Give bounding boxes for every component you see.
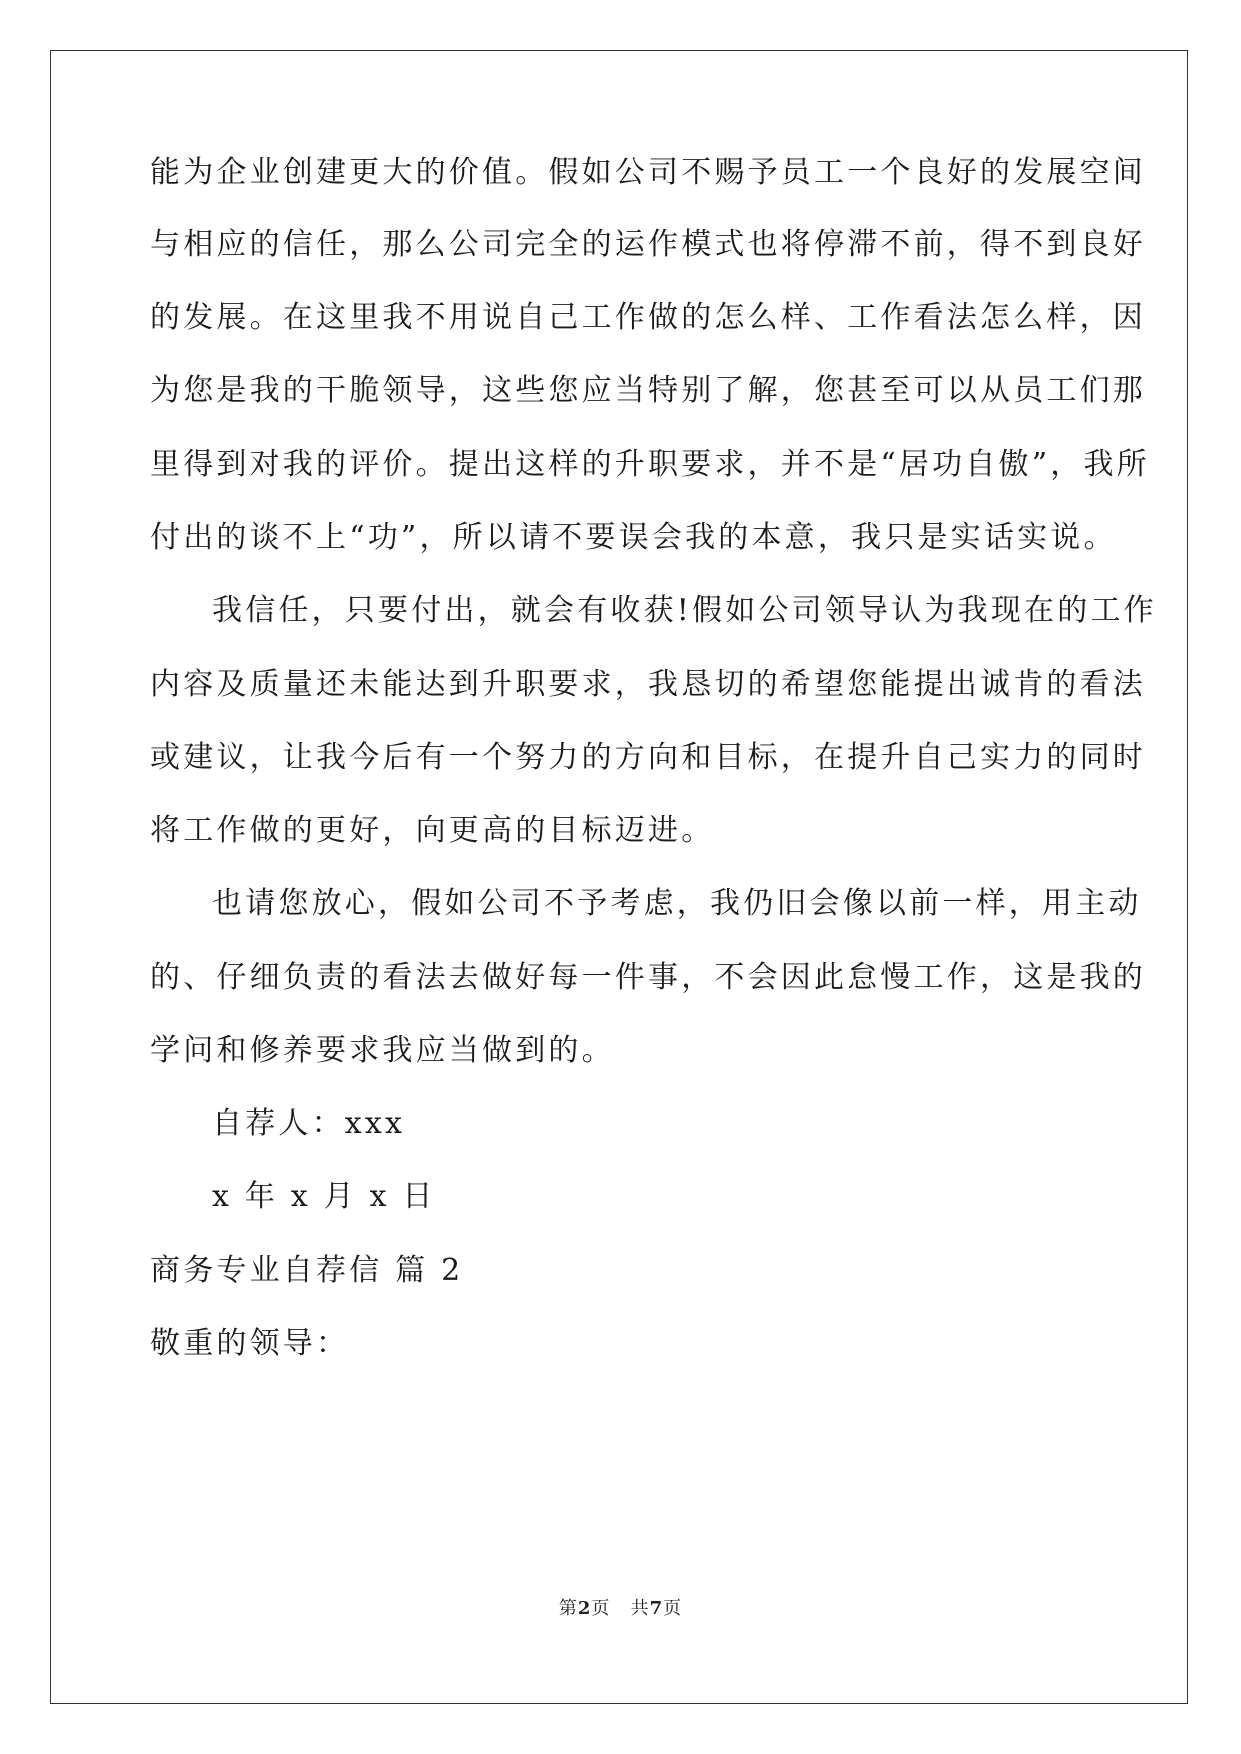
- page-footer: [0, 1597, 1241, 1621]
- paragraph-first-line: 也请您放心，假如公司不予考虑，我仍旧会像以前一样，用主动: [212, 886, 1142, 921]
- body-line: 里得到对我的评价。提出这样的升职要求，并不是“居功自傲”，我所: [150, 447, 1150, 482]
- total-pages: 7: [649, 1598, 664, 1619]
- date-line: x 年 x 月 x 日: [212, 1179, 436, 1214]
- paragraph-first-line: 我信任，只要付出，就会有收获!假如公司领导认为我现在的工作: [212, 593, 1157, 628]
- body-line: 与相应的信任，那么公司完全的运作模式也将停滞不前，得不到良好: [150, 227, 1146, 262]
- section-heading: 商务专业自荐信 篇 2: [150, 1253, 464, 1288]
- body-line: 的、仔细负责的看法去做好每一件事，不会因此怠慢工作，这是我的: [150, 960, 1146, 995]
- body-line: 为您是我的干脆领导，这些您应当特别了解，您甚至可以从员工们那: [150, 373, 1146, 408]
- page-number: 2: [577, 1598, 592, 1619]
- salutation: 敬重的领导：: [150, 1326, 350, 1361]
- body-line: 付出的谈不上“功”，所以请不要误会我的本意，我只是实话实说。: [150, 520, 1117, 555]
- total-prefix: 共: [630, 1598, 650, 1619]
- body-line: 或建议，让我今后有一个努力的方向和目标，在提升自己实力的同时: [150, 740, 1146, 775]
- body-line: 将工作做的更好，向更高的目标迈进。: [150, 813, 715, 848]
- body-line: 的发展。在这里我不用说自己工作做的怎么样、工作看法怎么样，因: [150, 300, 1146, 335]
- page-prefix: 第: [558, 1598, 578, 1619]
- total-suffix: 页: [663, 1598, 683, 1619]
- page-suffix: 页: [591, 1598, 611, 1619]
- body-line: 内容及质量还未能达到升职要求，我恳切的希望您能提出诚肯的看法: [150, 667, 1146, 702]
- body-line: 学问和修养要求我应当做到的。: [150, 1033, 615, 1068]
- body-line: 能为企业创建更大的价值。假如公司不赐予员工一个良好的发展空间: [150, 155, 1146, 190]
- signature-line: 自荐人：xxx: [212, 1106, 406, 1141]
